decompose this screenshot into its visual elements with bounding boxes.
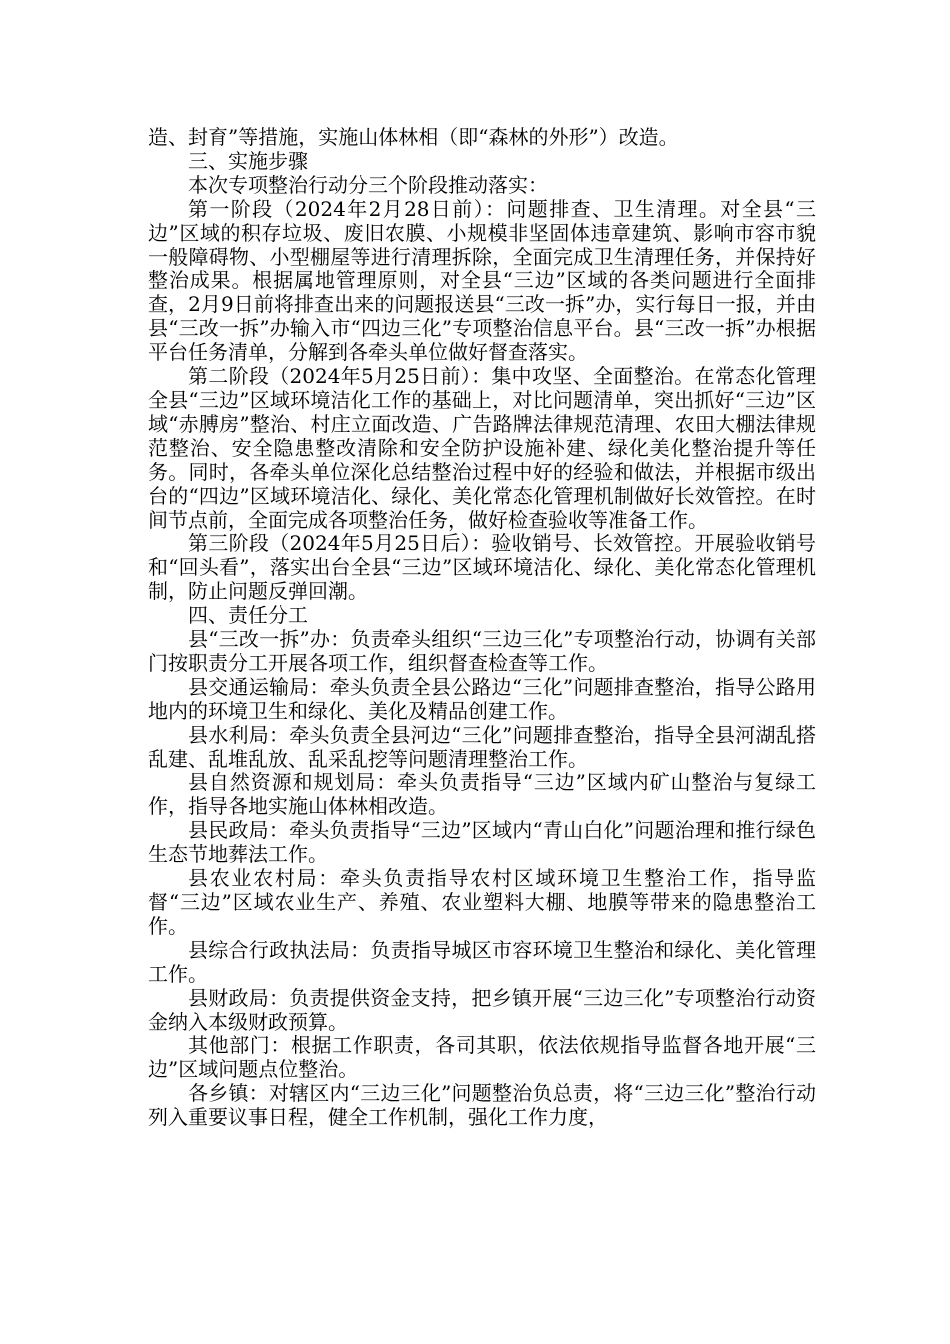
paragraph-stage-two: 第二阶段（2024年5月25日前）：集中攻坚、全面整治。在常态化管理全县“三边”区域环境洁化工作的基础上，对比问题清单，突出抓好“三边”区域“赤膊房”整治、村庄立面改造、广告路牌法律规范清理、农田大棚法律规范整治、安全隐患整改清除和安全防护设施补建、绿化美化整治提升等任务。同时，各牵头单位深化总结整治过程中好的经验和做法，并根据市级出台的“四边”区域环境洁化、绿化、美化常态化管理机制做好长效管控。在时间节点前，全面完成各项整治任务，做好检查验收等准备工作。 (148, 364, 816, 532)
paragraph-duty-civil-affairs-bureau: 县民政局：牵头负责指导“三边”区域内“青山白化”问题治理和推行绿色生态节地葬法工作。 (148, 818, 816, 867)
paragraph-duty-finance-bureau: 县财政局：负责提供资金支持，把乡镇开展“三边三化”专项整治行动资金纳入本级财政预算。 (148, 985, 816, 1034)
paragraph-duty-agriculture-bureau: 县农业农村局：牵头负责指导农村区域环境卫生整治工作，指导监督“三边”区域农业生产、养殖、农业塑料大棚、地膜等带来的隐患整治工作。 (148, 866, 816, 938)
document-body (148, 126, 816, 1130)
paragraph-duty-demolition-office: 县“三改一拆”办：负责牵头组织“三边三化”专项整治行动，协调有关部门按职责分工开展各项工作，组织督查检查等工作。 (148, 627, 816, 675)
paragraph-duty-law-enforcement-bureau: 县综合行政执法局：负责指导城区市容环境卫生整治和绿化、美化管理工作。 (148, 937, 816, 986)
paragraph-stage-one: 第一阶段（2024年2月28日前）：问题排查、卫生清理。对全县“三边”区域的积存垃圾、废旧农膜、小规模非坚固体违章建筑、影响市容市貌一般障碍物、小型棚屋等进行清理拆除，全面完成卫生清理任务，并保持好整治成果。根据属地管理原则，对全县“三边”区域的各类问题进行全面排查，2月9日前将排查出来的问题报送县“三改一拆”办，实行每日一报，并由县“三改一拆”办输入市“四边三化”专项整治信息平台。县“三改一拆”办根据平台任务清单，分解到各牵头单位做好督查落实。 (148, 196, 816, 365)
section-heading-responsibilities: 四、责任分工 (188, 603, 308, 628)
paragraph-duty-water-bureau: 县水利局：牵头负责全县河边“三化”问题排查整治，指导全县河湖乱搭乱建、乱堆乱放、乱采乱挖等问题清理整治工作。 (148, 722, 816, 771)
paragraph-duty-other-departments: 其他部门：根据工作职责，各司其职，依法依规指导监督各地开展“三边”区域问题点位整治。 (148, 1033, 816, 1082)
paragraph-duty-townships: 各乡镇：对辖区内“三边三化”问题整治负总责，将“三边三化”整治行动列入重要议事日程，健全工作机制，强化工作力度， (148, 1081, 816, 1130)
paragraph-continuation: 造、封育”等措施，实施山体林相（即“森林的外形”）改造。 (148, 125, 679, 149)
paragraph-stage-three: 第三阶段（2024年5月25日后）：验收销号、长效管控。开展验收销号和“回头看”，落实出台全县“三边”区域环境洁化、绿化、美化常态化管理机制，防止问题反弹回潮。 (148, 531, 816, 604)
paragraph-stages-intro: 本次专项整治行动分三个阶段推动落实： (188, 172, 548, 197)
paragraph-duty-transport-bureau: 县交通运输局：牵头负责全县公路边“三化”问题排查整治，指导公路用地内的环境卫生和绿化、美化及精品创建工作。 (148, 674, 816, 723)
paragraph-duty-natural-resources-bureau: 县自然资源和规划局：牵头负责指导“三边”区域内矿山整治与复绿工作，指导各地实施山体林相改造。 (148, 770, 816, 819)
section-heading-implementation-steps: 三、实施步骤 (188, 148, 308, 173)
